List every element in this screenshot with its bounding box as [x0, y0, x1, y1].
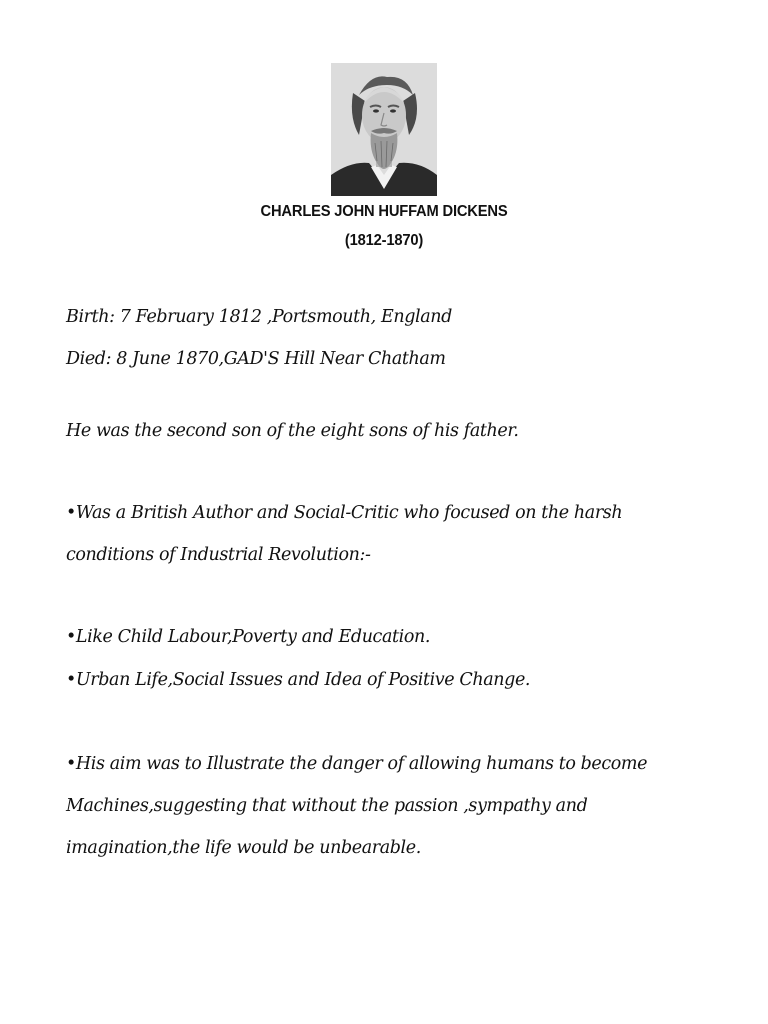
bullet-1-line-2: conditions of Industrial Revolution:-: [66, 545, 371, 565]
bullet-4-line-2: Machines,suggesting that without the passion ,sympathy and: [66, 796, 588, 816]
bullet-4-line-1: •His aim was to Illustrate the danger of allowing humans to become: [66, 754, 648, 774]
bullet-3: •Urban Life,Social Issues and Idea of Positive Change.: [66, 670, 531, 690]
portrait-drawing: [331, 63, 437, 196]
bullet-1-line-1: •Was a British Author and Social-Critic who focused on the harsh: [66, 503, 623, 523]
birth-line: Birth: 7 February 1812 ,Portsmouth, England: [66, 307, 452, 327]
author-name-heading: CHARLES JOHN HUFFAM DICKENS: [260, 203, 508, 220]
death-line: Died: 8 June 1870,GAD'S Hill Near Chatham: [66, 349, 446, 369]
sibling-line: He was the second son of the eight sons of his father.: [66, 421, 519, 441]
bullet-4-line-3: imagination,the life would be unbearable.: [66, 838, 421, 858]
bullet-2: •Like Child Labour,Poverty and Education.: [66, 627, 430, 647]
portrait-image: [331, 63, 437, 196]
author-years-heading: (1812-1870): [344, 232, 424, 249]
